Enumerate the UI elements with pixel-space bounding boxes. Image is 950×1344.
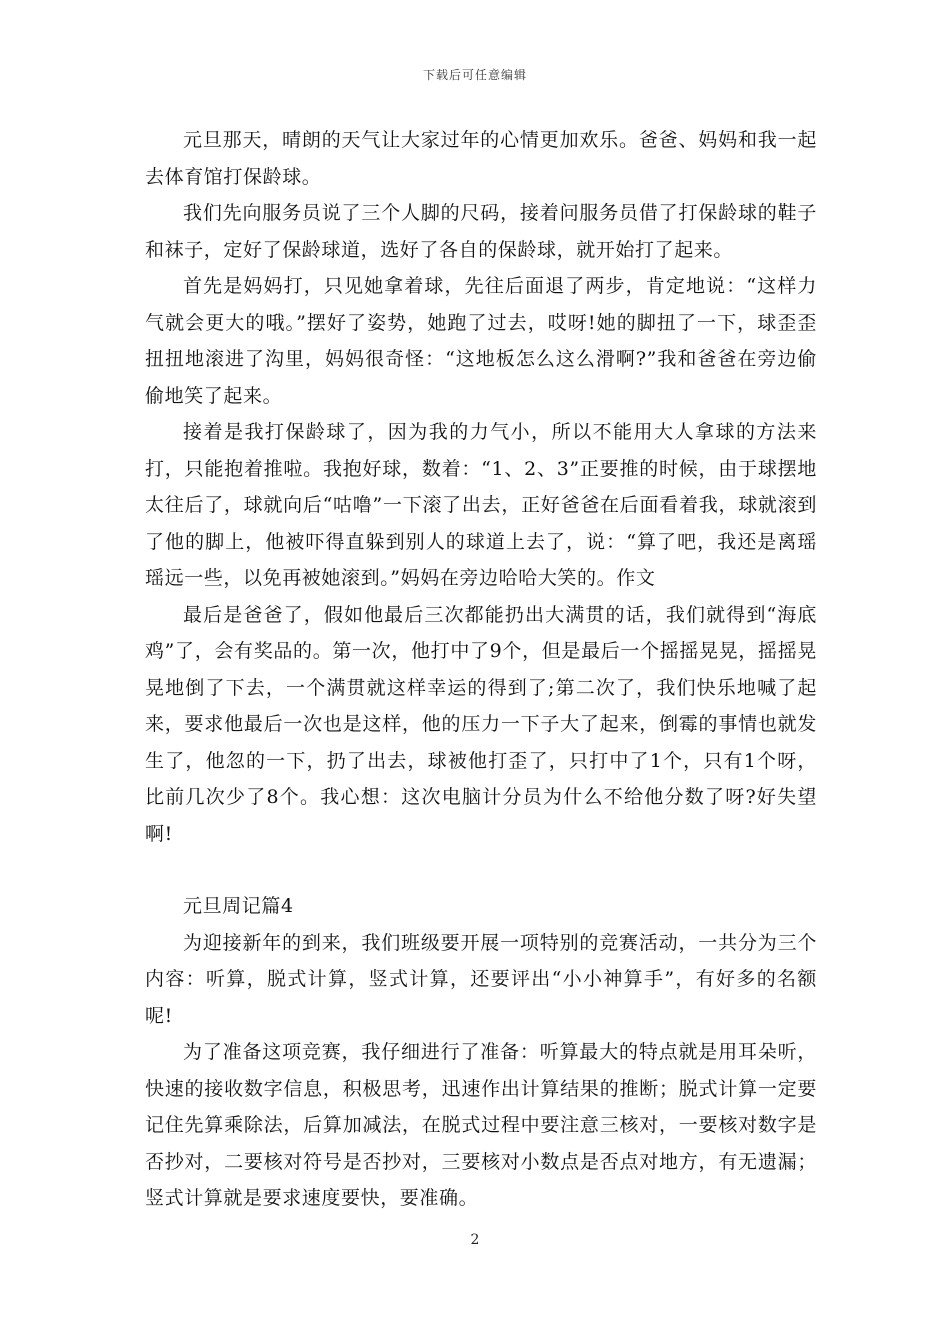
paragraph: 接着是我打保龄球了，因为我的力气小，所以不能用大人拿球的方法来打，只能抱着推啦。我抱好球，数着：“1、2、3”正要推的时候，由于球摆地太往后了，球就向后“咕噜”一下滚了出去，正好爸爸在后面看着我，球就滚到了他的脚上，他被吓得直躲到别人的球道上去了，说：“算了吧，我还是离瑶瑶远一些，以免再被她滚到。”妈妈在旁边哈哈大笑的。作文: [145, 421, 817, 589]
page-header: 下载后可任意编辑: [422, 68, 527, 82]
paragraph: 为迎接新年的到来，我们班级要开展一项特别的竞赛活动，一共分为三个内容：听算，脱式计算，竖式计算，还要评出“小小神算手”，有好多的名额呢!: [145, 931, 817, 1027]
paragraph: 元旦那天，晴朗的天气让大家过年的心情更加欢乐。爸爸、妈妈和我一起去体育馆打保龄球。: [145, 129, 817, 188]
paragraph: 为了准备这项竞赛，我仔细进行了准备：听算最大的特点就是用耳朵听，快速的接收数字信息，积极思考，迅速作出计算结果的推断；脱式计算一定要记住先算乘除法，后算加减法，在脱式过程中要注意三核对，一要核对数字是否抄对，二要核对符号是否抄对，三要核对小数点是否点对地方，有无遗漏；竖式计算就是要求速度要快，要准确。: [145, 1041, 817, 1209]
document-body: [145, 122, 817, 1217]
section-spacer: [145, 852, 817, 888]
paragraph: 我们先向服务员说了三个人脚的尺码，接着问服务员借了打保龄球的鞋子和袜子，定好了保龄球道，选好了各自的保龄球，就开始打了起来。: [145, 202, 817, 261]
page-number: 2: [470, 1232, 480, 1248]
paragraph: 首先是妈妈打，只见她拿着球，先往后面退了两步，肯定地说：“这样力气就会更大的哦。”摆好了姿势，她跑了过去，哎呀!她的脚扭了一下，球歪歪扭扭地滚进了沟里，妈妈很奇怪：“这地板怎么这么滑啊?”我和爸爸在旁边偷偷地笑了起来。: [145, 275, 817, 407]
paragraph: 最后是爸爸了，假如他最后三次都能扔出大满贯的话，我们就得到“海底鸡”了，会有奖品的。第一次，他打中了9个，但是最后一个摇摇晃晃，摇摇晃晃地倒了下去，一个满贯就这样幸运的得到了;第二次了，我们快乐地喊了起来，要求他最后一次也是这样，他的压力一下子大了起来，倒霉的事情也就发生了，他忽的一下，扔了出去，球被他打歪了，只打中了1个，只有1个呀，比前几次少了8个。我心想：这次电脑计分员为什么不给他分数了呀?好失望啊!: [145, 603, 817, 845]
section-title: 元旦周记篇4: [183, 895, 294, 917]
